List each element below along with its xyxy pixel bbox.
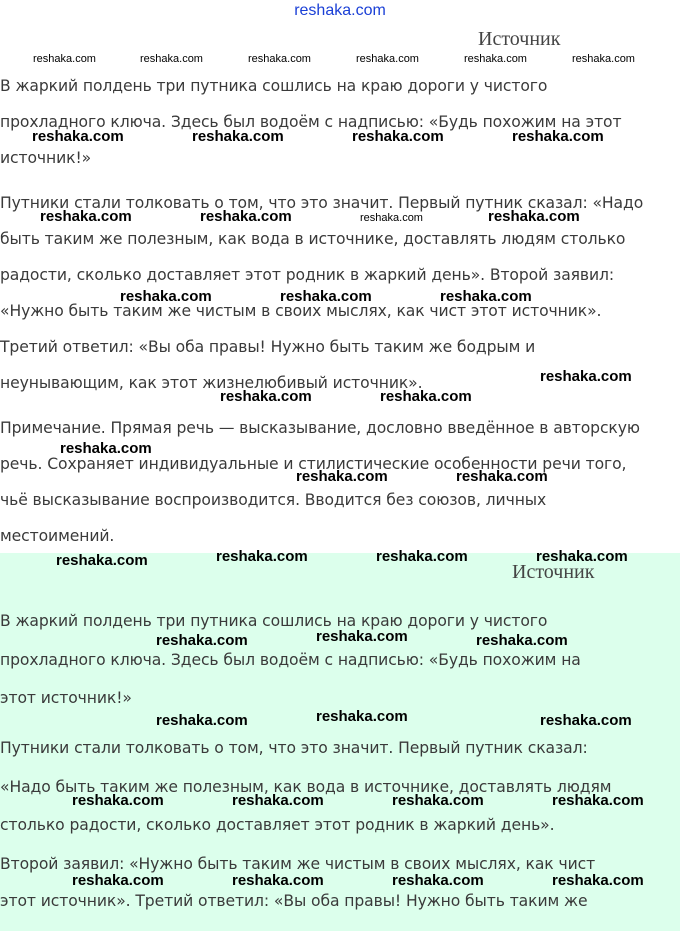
watermark: reshaka.com [392,792,484,809]
text-line: Путники стали толковать о том, что это значит. Первый путник сказал: «Надо [0,194,644,212]
bottom-heading: Источник [512,561,595,583]
watermark: reshaka.com [464,53,527,65]
watermark: reshaka.com [540,368,632,385]
text-line: Второй заявил: «Нужно быть таким же чистым в своих мыслях, как чист [0,855,596,873]
text-line: речь. Сохраняет индивидуальные и стилистические особенности речи того, [0,455,627,473]
watermark: reshaka.com [512,128,604,145]
watermark: reshaka.com [56,552,148,569]
text-line: местоимений. [0,527,115,545]
watermark: reshaka.com [140,53,203,65]
watermark: reshaka.com [280,288,372,305]
watermark: reshaka.com [536,548,628,565]
text-line: В жаркий полдень три путника сошлись на краю дороги у чистого [0,77,548,95]
watermark: reshaka.com [488,208,580,225]
watermark: reshaka.com [32,128,124,145]
text-line: Путники стали толковать о том, что это значит. Первый путник сказал: [0,739,588,757]
watermark: reshaka.com [476,632,568,649]
text-line: этот источник!» [0,689,132,707]
watermark: reshaka.com [376,548,468,565]
watermark: reshaka.com [360,212,423,224]
watermark: reshaka.com [72,792,164,809]
watermark: reshaka.com [72,872,164,889]
watermark: reshaka.com [380,388,472,405]
watermark: reshaka.com [296,468,388,485]
text-line: прохладного ключа. Здесь был водоём с надписью: «Будь похожим на этот [0,113,622,131]
watermark: reshaka.com [33,53,96,65]
text-line: Третий ответил: «Вы оба правы! Нужно быть таким же бодрым и [0,338,536,356]
watermark: reshaka.com [156,632,248,649]
site-title-link[interactable]: reshaka.com [294,2,386,19]
text-line: «Надо быть таким же полезным, как вода в источнике, доставлять людям [0,778,612,796]
watermark: reshaka.com [220,388,312,405]
watermark: reshaka.com [440,288,532,305]
text-line: В жаркий полдень три путника сошлись на краю дороги у чистого [0,612,548,630]
watermark: reshaka.com [200,208,292,225]
watermark: reshaka.com [316,628,408,645]
watermark: reshaka.com [552,872,644,889]
watermark: reshaka.com [572,53,635,65]
watermark: reshaka.com [192,128,284,145]
watermark: reshaka.com [552,792,644,809]
watermark: reshaka.com [60,440,152,457]
watermark: reshaka.com [392,872,484,889]
watermark: reshaka.com [316,708,408,725]
top-heading: Источник [478,28,561,50]
text-line: радости, сколько доставляет этот родник в жаркий день». Второй заявил: [0,266,615,284]
watermark: reshaka.com [156,712,248,729]
watermark: reshaka.com [456,468,548,485]
watermark: reshaka.com [232,872,324,889]
watermark: reshaka.com [352,128,444,145]
watermark: reshaka.com [540,712,632,729]
text-line: прохладного ключа. Здесь был водоём с надписью: «Будь похожим на [0,651,581,669]
text-line: этот источник». Третий ответил: «Вы оба правы! Нужно быть таким же [0,892,588,910]
watermark: reshaka.com [120,288,212,305]
watermark: reshaka.com [248,53,311,65]
text-line: источник!» [0,149,92,167]
text-line: столько радости, сколько доставляет этот родник в жаркий день». [0,816,555,834]
text-line: «Нужно быть таким же чистым в своих мыслях, как чист этот источник». [0,302,602,320]
text-line: чьё высказывание воспроизводится. Вводится без союзов, личных [0,491,547,509]
text-line: быть таким же полезным, как вода в источнике, доставлять людям столько [0,230,626,248]
watermark: reshaka.com [40,208,132,225]
watermark: reshaka.com [356,53,419,65]
watermark: reshaka.com [232,792,324,809]
text-line: неунывающим, как этот жизнелюбивый источник». [0,374,423,392]
text-line: Примечание. Прямая речь — высказывание, дословно введённое в авторскую [0,419,640,437]
watermark: reshaka.com [216,548,308,565]
